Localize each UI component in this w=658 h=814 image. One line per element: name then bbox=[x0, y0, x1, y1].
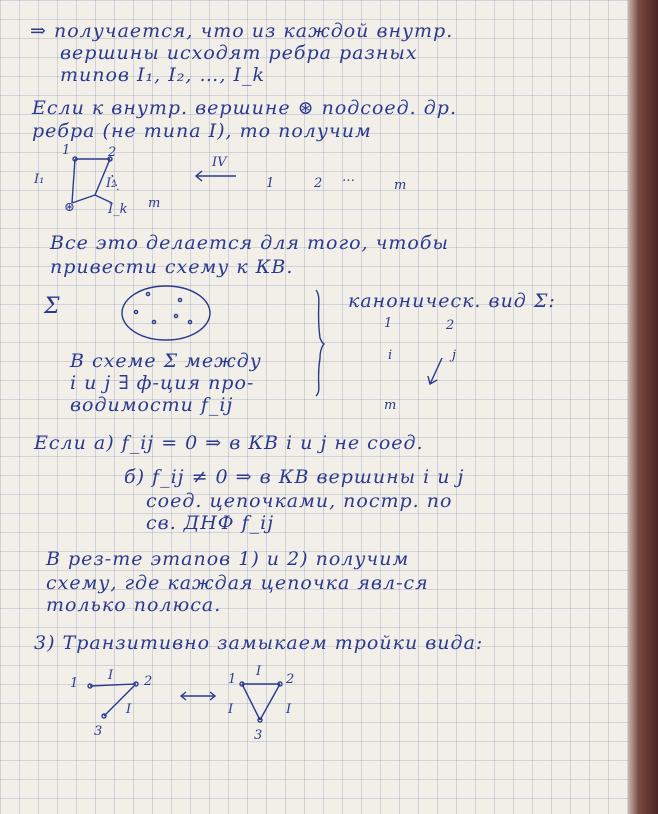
arrow-down bbox=[424, 356, 448, 390]
vertex-label: 1 bbox=[70, 676, 79, 691]
text-line: Все это делается для того, чтобы bbox=[50, 232, 449, 254]
text-line: вершины исходят ребра разных bbox=[60, 42, 418, 64]
vertex-label: 1 bbox=[228, 672, 237, 687]
text-line: 3) Транзитивно замыкаем тройки вида: bbox=[34, 632, 484, 654]
edge-type-label: I bbox=[256, 664, 262, 679]
canonical-vertex: j bbox=[452, 348, 457, 363]
text-line: каноническ. вид Σ: bbox=[348, 290, 556, 312]
canonical-vertex: m bbox=[384, 398, 397, 413]
notebook-binding bbox=[628, 0, 658, 814]
text-line: привести схему к КВ. bbox=[50, 256, 294, 278]
brace bbox=[312, 288, 326, 398]
text-line: ⇒ получается, что из каждой внутр. bbox=[30, 20, 454, 42]
edge-type-label: I₂ bbox=[106, 176, 117, 191]
double-arrow bbox=[178, 690, 218, 702]
edge-type-label: I bbox=[126, 702, 132, 717]
result-vertex: m bbox=[394, 178, 407, 193]
result-vertex: 2 bbox=[314, 176, 323, 191]
text-line: б) f_ij ≠ 0 ⇒ в КВ вершины i и j bbox=[124, 466, 465, 488]
arrow-label: IV bbox=[212, 155, 227, 170]
vertex-label: 2 bbox=[108, 145, 117, 160]
arrow-left bbox=[192, 168, 242, 184]
vertex-label: 3 bbox=[94, 724, 103, 739]
text-line: ребра (не типа I), то получим bbox=[32, 120, 372, 142]
text-line: св. ДНФ f_ij bbox=[146, 512, 275, 534]
edge-type-label: I₁ bbox=[34, 172, 45, 187]
vertex-label: 2 bbox=[286, 672, 295, 687]
sigma-symbol: Σ bbox=[44, 294, 61, 319]
text-line: Если а) f_ij = 0 ⇒ в КВ i и j не соед. bbox=[34, 432, 424, 454]
text-line: схему, где каждая цепочка явл-ся bbox=[46, 572, 429, 594]
text-line: типов I₁, I₂, …, I_k bbox=[60, 64, 266, 86]
text-line: водимости f_ij bbox=[70, 394, 234, 416]
text-line: Если к внутр. вершине ⊛ подсоед. др. bbox=[32, 97, 457, 119]
vertex-label: 2 bbox=[144, 674, 153, 689]
vertex-label: m bbox=[148, 196, 161, 211]
text-line: В схеме Σ между bbox=[70, 350, 262, 372]
triple-after-diagram bbox=[234, 672, 294, 732]
text-line: i и j ∃ ф-ция про- bbox=[70, 372, 255, 394]
edge-type-label: I bbox=[228, 702, 234, 717]
edge-type-label: I bbox=[286, 702, 292, 717]
edge-type-label: I_k bbox=[108, 202, 128, 217]
canonical-vertex: 2 bbox=[446, 318, 455, 333]
vertex-label: 1 bbox=[62, 143, 71, 158]
inner-vertex-star: ⊛ bbox=[64, 200, 75, 215]
text-line: В рез-те этапов 1) и 2) получим bbox=[46, 548, 410, 570]
ellipsis: … bbox=[342, 170, 355, 185]
text-line: соед. цепочками, постр. по bbox=[146, 490, 453, 512]
edge-type-label: I bbox=[108, 668, 114, 683]
canonical-vertex: 1 bbox=[384, 316, 393, 331]
scheme-blob bbox=[118, 282, 218, 344]
vertex-label: 3 bbox=[254, 728, 263, 743]
canonical-vertex: i bbox=[388, 348, 393, 363]
vertex-edges-diagram bbox=[40, 145, 170, 225]
result-vertex: 1 bbox=[266, 176, 275, 191]
text-line: только полюса. bbox=[46, 594, 222, 616]
